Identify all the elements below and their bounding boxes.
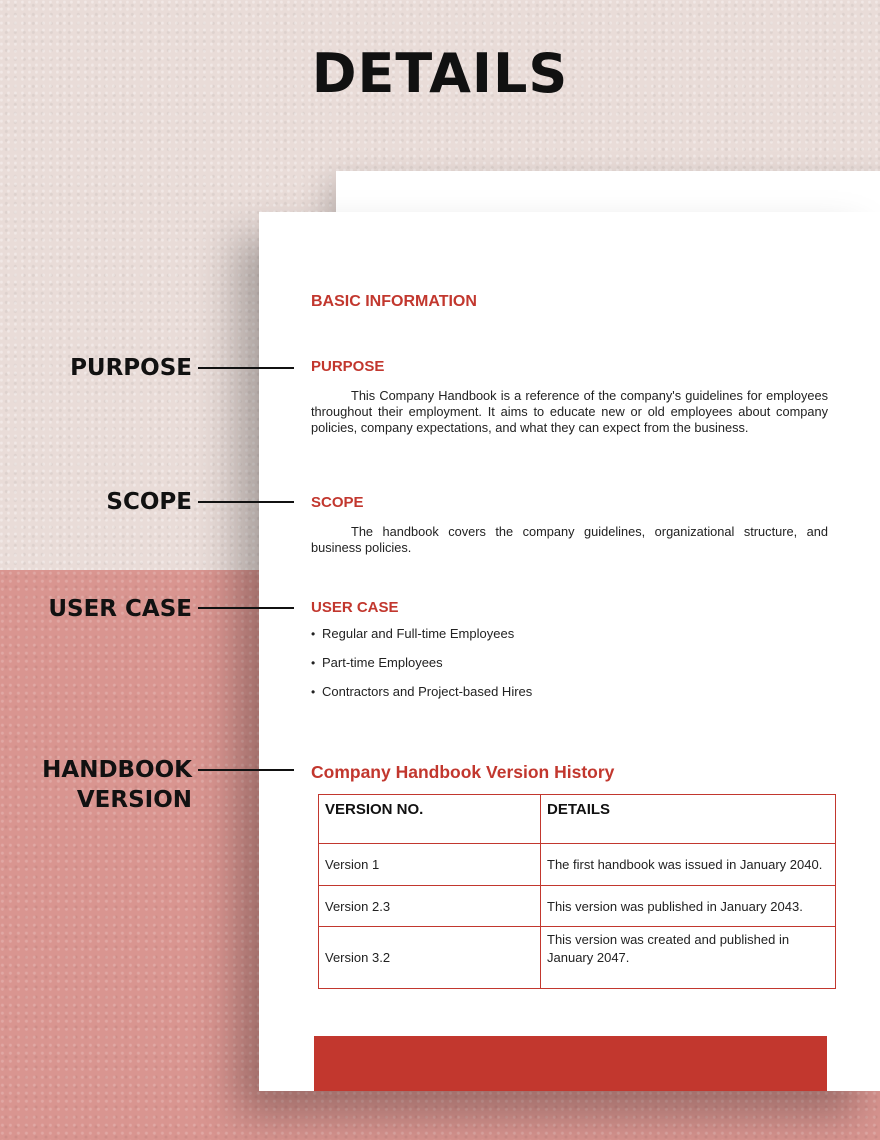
version-history-table (318, 794, 836, 989)
table-row (319, 844, 836, 886)
callout-handbook-version-line2: VERSION (76, 787, 192, 813)
user-case-list (311, 626, 532, 713)
document-page (259, 212, 880, 1091)
callout-user-case-line (198, 607, 294, 609)
callout-purpose: PURPOSE (70, 355, 192, 381)
purpose-heading: PURPOSE (311, 358, 385, 375)
callout-scope-line (198, 501, 294, 503)
callout-scope: SCOPE (106, 489, 192, 515)
details-cell: The first handbook was issued in January 2040. (541, 844, 836, 886)
user-case-heading: USER CASE (311, 599, 399, 616)
callout-handbook-version-line1: HANDBOOK (42, 757, 192, 783)
table-header-row (319, 795, 836, 844)
basic-information-heading: BASIC INFORMATION (311, 293, 477, 310)
purpose-text: This Company Handbook is a reference of the company's guidelines for employees throughout their employment. It aims to educate new or old employees about company policies, company expectations, and what they can expect from the business. (311, 388, 828, 435)
version-cell: Version 1 (319, 844, 541, 886)
callout-purpose-line (198, 367, 294, 369)
table-row (319, 927, 836, 989)
list-item: • Regular and Full-time Employees (311, 626, 532, 655)
version-cell: Version 3.2 (319, 927, 541, 989)
version-cell: Version 2.3 (319, 886, 541, 927)
list-item: • Part-time Employees (311, 655, 532, 684)
page-title: DETAILS (311, 42, 569, 105)
callout-handbook-version-line (198, 769, 294, 771)
table-row (319, 886, 836, 927)
scope-heading: SCOPE (311, 494, 364, 511)
column-header-details: DETAILS (541, 795, 836, 844)
column-header-version: VERSION NO. (319, 795, 541, 844)
details-cell: This version was created and published in January 2047. (541, 927, 836, 989)
list-item: • Contractors and Project-based Hires (311, 684, 532, 713)
callout-user-case: USER CASE (48, 596, 192, 622)
footer-red-bar (314, 1036, 827, 1091)
scope-text: The handbook covers the company guidelines, organizational structure, and business policies. (311, 524, 828, 555)
version-history-heading: Company Handbook Version History (311, 762, 615, 782)
details-cell: This version was published in January 2043. (541, 886, 836, 927)
